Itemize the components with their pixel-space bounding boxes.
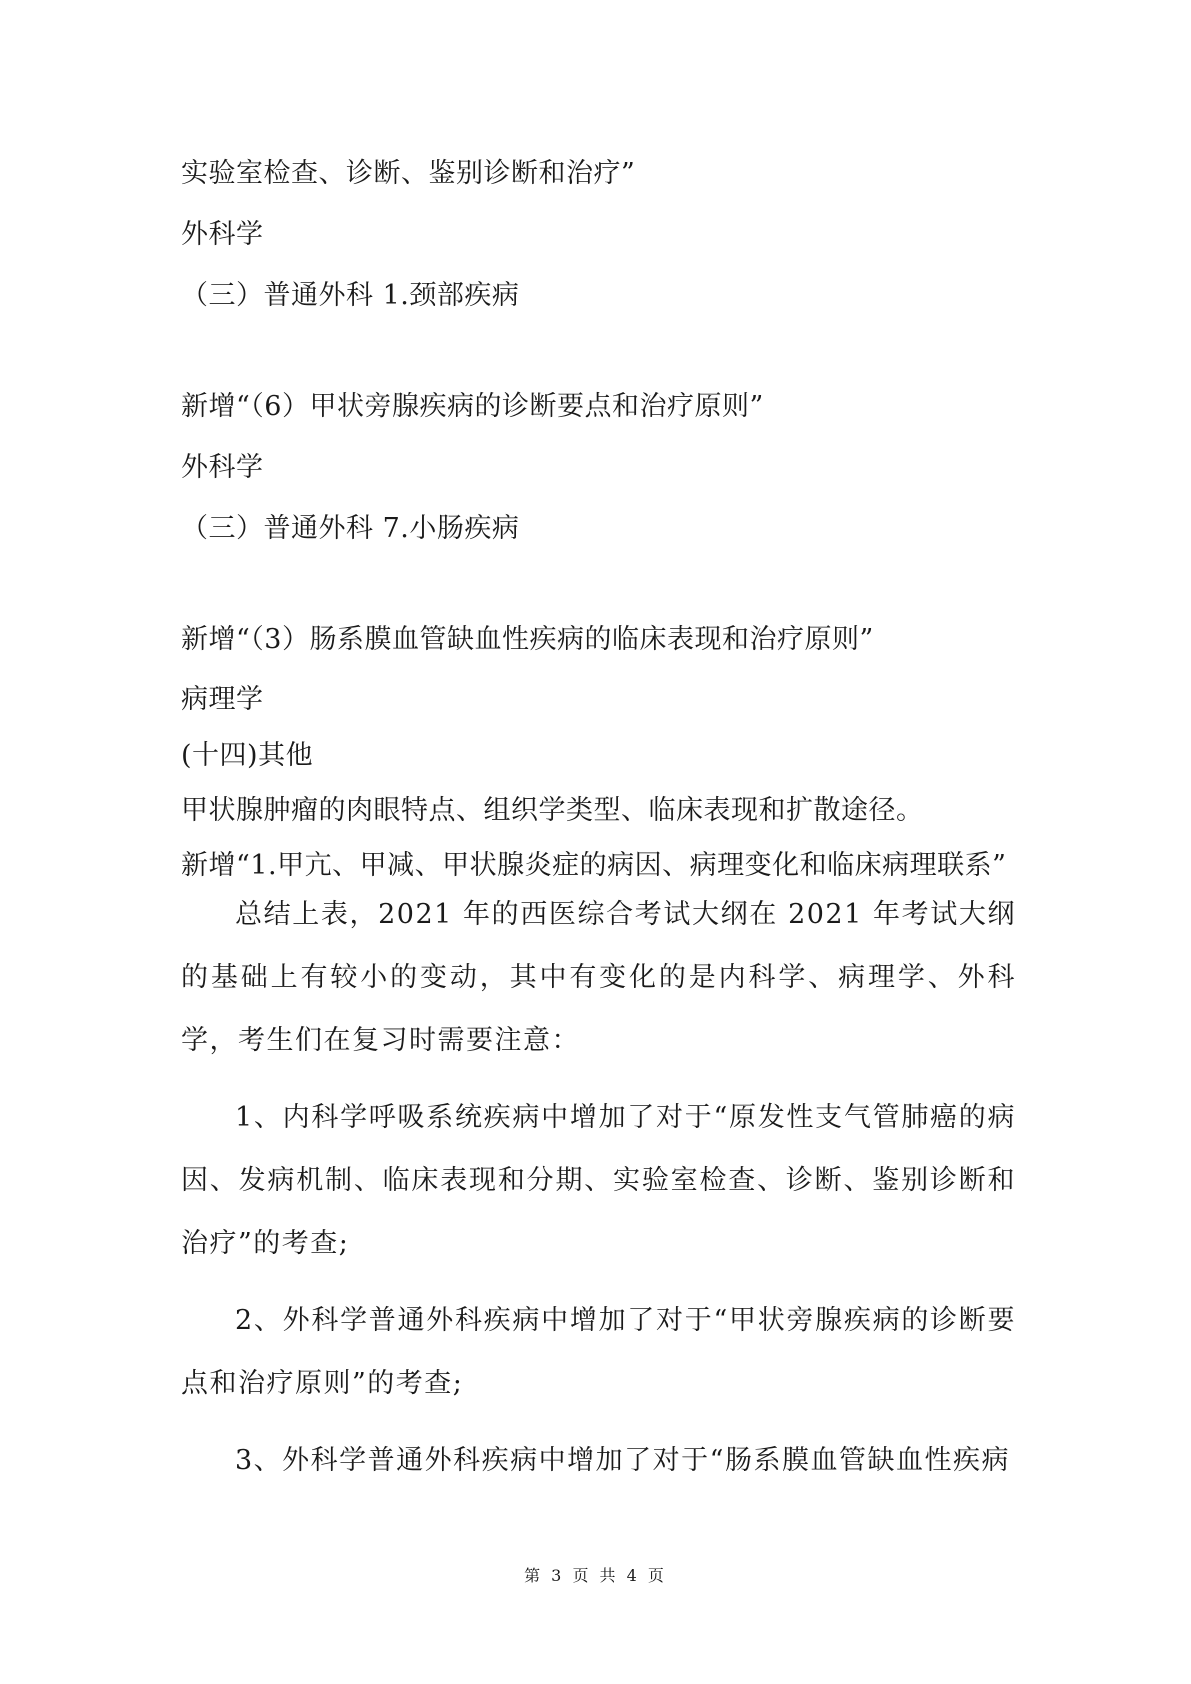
list-paragraph: 3、外科学普通外科疾病中增加了对于“肠系膜血管缺血性疾病 (235, 1445, 1010, 1476)
page-number-footer: 第 3 页 共 4 页 (524, 1566, 667, 1585)
subsection-heading: (十四)其他 (181, 740, 314, 771)
text-line: 甲状腺肿瘤的肉眼特点、组织学类型、临床表现和扩散途径。 (181, 795, 924, 826)
text-line: 实验室检查、诊断、鉴别诊断和治疗” (181, 158, 636, 189)
text-line: 新增“（6）甲状旁腺疾病的诊断要点和治疗原则” (181, 391, 764, 422)
subsection-heading: （三）普通外科 7.小肠疾病 (181, 513, 520, 544)
text-line: 新增“（3）肠系膜血管缺血性疾病的临床表现和治疗原则” (181, 624, 874, 655)
section-heading: 外科学 (181, 219, 264, 250)
subsection-heading: （三）普通外科 1.颈部疾病 (181, 280, 520, 311)
text-line: 新增“1.甲亢、甲减、甲状腺炎症的病因、病理变化和临床病理联系” (181, 850, 1007, 881)
section-heading: 病理学 (181, 684, 264, 715)
summary-paragraph: 总结上表，2021 年的西医综合考试大纲在 2021 年考试大纲的基础上有较小的变动，其中有变化的是内科学、病理学、外科学，考生们在复习时需要注意： (181, 899, 1016, 1056)
list-paragraph: 2、外科学普通外科疾病中增加了对于“甲状旁腺疾病的诊断要点和治疗原则”的考查; (181, 1305, 1016, 1399)
section-heading: 外科学 (181, 452, 264, 483)
list-paragraph: 1、内科学呼吸系统疾病中增加了对于“原发性支气管肺癌的病因、发病机制、临床表现和分期、实验室检查、诊断、鉴别诊断和治疗”的考查; (181, 1102, 1016, 1259)
